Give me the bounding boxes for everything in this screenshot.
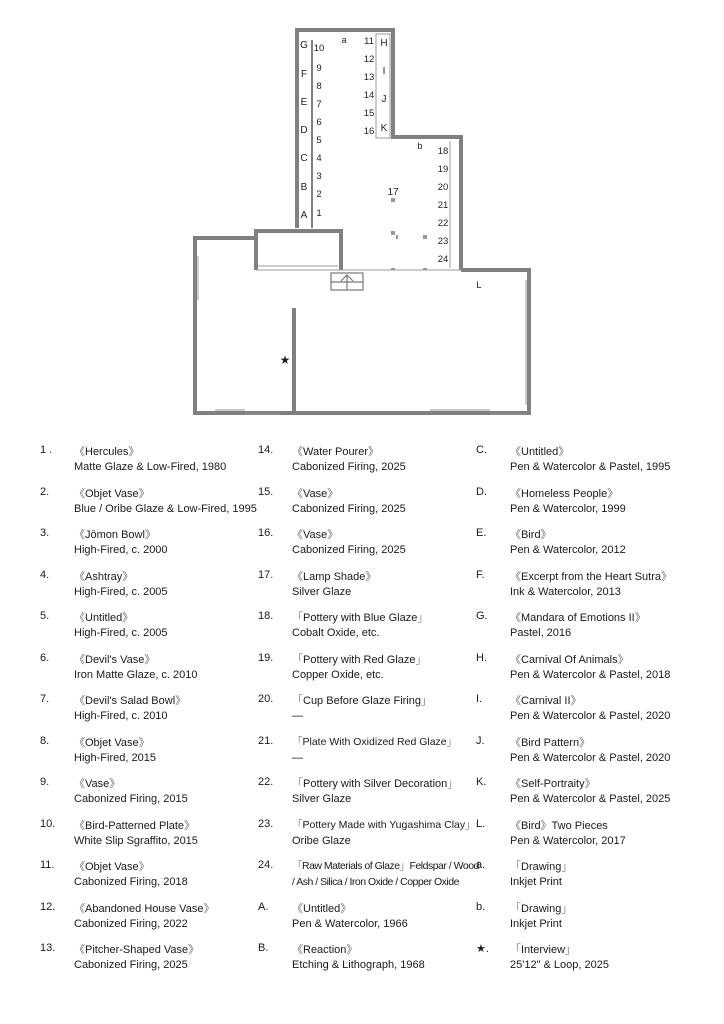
legend-entry-title: 《Objet Vase》 xyxy=(74,861,150,873)
legend-entry-title: 《Bird》 xyxy=(510,529,552,541)
legend-entry xyxy=(258,938,493,978)
legend-entry-title: 《Objet Vase》 xyxy=(74,487,150,500)
legend-entry xyxy=(40,814,275,854)
legend-entry xyxy=(476,772,711,812)
legend-entry-description: Pen & Watercolor & Pastel, 2020 xyxy=(510,751,671,764)
legend-entry-title: 《Ashtray》 xyxy=(74,570,134,583)
label-drawing-a: a xyxy=(341,35,347,45)
wall-number-right: 22 xyxy=(437,218,449,229)
legend-entry-description: High-Fired, c. 2005 xyxy=(74,627,168,639)
case-number-left: 6 xyxy=(316,117,322,128)
legend-entry-number: 11. xyxy=(40,859,55,871)
legend-entry-number: F. xyxy=(476,568,485,581)
legend-entry xyxy=(476,938,711,978)
legend-entry xyxy=(476,814,711,854)
legend-entry-description: White Slip Sgraffito, 2015 xyxy=(74,834,198,847)
legend-entry-number: 19. xyxy=(258,651,274,664)
legend-entry-description: / Ash / Silica / Iron Oxide / Copper Oxide xyxy=(292,876,459,888)
legend-entry-number: 14. xyxy=(258,444,274,456)
legend-entry-description: High-Fired, c. 2000 xyxy=(74,544,168,556)
legend-entry xyxy=(40,482,275,522)
legend-entry xyxy=(258,523,493,563)
wall-label-left: F xyxy=(300,69,308,80)
interview-star-icon: ★ xyxy=(279,353,291,367)
legend-entry-number: I. xyxy=(476,693,483,705)
legend-entry-title: 「Interview」 xyxy=(510,944,577,956)
legend-entry-number: 24. xyxy=(258,859,274,871)
legend-entry-number: E. xyxy=(476,527,487,539)
legend-entry-number: B. xyxy=(258,942,269,954)
legend-entry-title: 《Bird-Patterned Plate》 xyxy=(74,819,196,832)
legend-entry-title: 《Homeless People》 xyxy=(510,487,619,500)
legend-entry-description: Pen & Watercolor, 1999 xyxy=(510,502,626,515)
legend-entry xyxy=(258,648,493,688)
legend-entry xyxy=(476,855,711,895)
legend-entry-description: Cabonized Firing, 2025 xyxy=(292,502,406,515)
legend-entry-title: 「Pottery with Red Glaze」 xyxy=(292,653,427,666)
legend-entry xyxy=(40,648,275,688)
legend-entry xyxy=(258,814,493,854)
legend-entry xyxy=(40,731,275,771)
legend-entry xyxy=(40,897,275,937)
legend-entry-description: Cobalt Oxide, etc. xyxy=(292,627,380,639)
legend-entry-description: Cabonized Firing, 2022 xyxy=(74,917,188,930)
legend-entry xyxy=(258,565,493,605)
legend-entry-title: 「Pottery Made with Yugashima Clay」 xyxy=(292,818,476,831)
legend-entry-description: Pen & Watercolor, 2017 xyxy=(510,834,626,847)
legend-entry-title: 《Abandoned House Vase》 xyxy=(74,902,215,915)
legend-entry xyxy=(40,772,275,812)
legend-entry-number: 13. xyxy=(40,942,56,954)
legend-entry-description: High-Fired, 2015 xyxy=(74,751,156,764)
legend-entry-number: ★. xyxy=(476,943,489,955)
legend-entry-title: 「Pottery with Silver Decoration」 xyxy=(292,778,459,790)
legend-entry-title: 《Carnival Of Animals》 xyxy=(510,653,629,666)
legend-entry xyxy=(476,689,711,729)
legend-entry-title: 《Bird Pattern》 xyxy=(510,736,591,749)
case-number-right: 12 xyxy=(363,54,375,65)
legend-entry xyxy=(476,648,711,688)
legend-entry-description: High-Fired, c. 2010 xyxy=(74,710,168,722)
legend-entry-number: 2. xyxy=(40,485,50,498)
pedestals xyxy=(391,198,427,270)
legend-entry-number: 17. xyxy=(258,568,274,581)
legend-entry-number: L. xyxy=(476,817,486,830)
legend-entry xyxy=(40,606,275,646)
label-lamp-shade: 17 xyxy=(387,187,399,198)
legend-entry xyxy=(476,440,711,480)
legend-entry-number: 21. xyxy=(258,734,274,747)
legend-entry-description: Silver Glaze xyxy=(292,585,352,598)
thin-lines xyxy=(198,34,526,414)
legend-entry xyxy=(476,897,711,937)
wall-number-right: 23 xyxy=(437,236,449,247)
legend xyxy=(0,440,724,1000)
legend-entry-number: 10. xyxy=(40,817,56,830)
wall-label-right: K xyxy=(380,123,388,134)
wall-number-right: 20 xyxy=(437,182,449,193)
legend-entry-title: 《Vase》 xyxy=(292,487,339,500)
wall-label-right: I xyxy=(382,66,386,77)
legend-entry-description: Inkjet Print xyxy=(510,917,562,930)
legend-entry-title: 《Untitled》 xyxy=(510,446,570,458)
legend-entry-number: 20. xyxy=(258,693,274,705)
case-number-left: 10 xyxy=(313,43,325,54)
case-number-right: 13 xyxy=(363,72,375,83)
wall-label-left: G xyxy=(300,40,308,51)
legend-entry-number: G. xyxy=(476,610,488,622)
case-number-left: 8 xyxy=(316,81,322,92)
case-number-left: 2 xyxy=(316,189,322,200)
case-number-right: 14 xyxy=(363,90,375,101)
legend-entry xyxy=(258,482,493,522)
legend-entry-number: 1 . xyxy=(40,444,53,456)
legend-entry xyxy=(258,731,493,771)
legend-entry-title: 《Hercules》 xyxy=(74,446,140,458)
legend-entry xyxy=(476,606,711,646)
legend-entry-description: Pen & Watercolor & Pastel, 1995 xyxy=(510,461,671,473)
case-number-left: 1 xyxy=(316,208,322,219)
case-number-left: 9 xyxy=(316,63,322,74)
legend-entry-description: Inkjet Print xyxy=(510,876,562,888)
legend-entry-description: Etching & Lithograph, 1968 xyxy=(292,959,425,971)
wall-label-left: A xyxy=(300,210,308,221)
legend-entry-number: 5. xyxy=(40,610,50,622)
label-bird-two-pieces: L xyxy=(476,280,482,291)
legend-entry-title: 《Bird》Two Pieces xyxy=(510,819,608,832)
legend-entry xyxy=(40,855,275,895)
legend-entry-description: Oribe Glaze xyxy=(292,834,351,847)
legend-entry-title: 「Drawing」 xyxy=(510,902,573,915)
legend-entry-description: — xyxy=(292,710,303,722)
legend-entry xyxy=(40,440,275,480)
case-number-right: 11 xyxy=(364,36,374,47)
legend-entry-number: 7. xyxy=(40,693,50,705)
wall-label-left: E xyxy=(300,97,308,108)
legend-entry-description: Pastel, 2016 xyxy=(510,627,572,639)
legend-entry xyxy=(476,731,711,771)
legend-entry-title: 《Untitled》 xyxy=(74,612,134,624)
legend-entry xyxy=(40,938,275,978)
legend-entry xyxy=(258,855,493,895)
legend-entry-description: Pen & Watercolor, 2012 xyxy=(510,544,626,556)
legend-entry-title: 《Reaction》 xyxy=(292,944,358,956)
case-number-right: 16 xyxy=(363,126,375,137)
legend-entry-description: Matte Glaze & Low-Fired, 1980 xyxy=(74,461,227,473)
legend-entry-number: 4. xyxy=(40,568,50,581)
wall-label-left: B xyxy=(300,182,308,193)
legend-entry-number: 3. xyxy=(40,527,50,539)
case-number-left: 3 xyxy=(316,171,322,182)
legend-entry-title: 《Jōmon Bowl》 xyxy=(74,529,156,541)
legend-entry-number: K. xyxy=(476,776,487,788)
legend-entry-description: Cabonized Firing, 2025 xyxy=(292,544,406,556)
legend-entry-title: 《Vase》 xyxy=(292,529,339,541)
legend-entry-description: Pen & Watercolor & Pastel, 2020 xyxy=(510,710,671,722)
wall-number-right: 18 xyxy=(437,146,449,157)
legend-entry xyxy=(258,689,493,729)
label-drawing-b: b xyxy=(417,141,423,151)
legend-entry-number: 23. xyxy=(258,817,274,830)
legend-entry xyxy=(258,772,493,812)
plan-labels xyxy=(280,35,482,367)
legend-entry-number: 15. xyxy=(258,485,274,498)
legend-entry-number: J. xyxy=(476,734,485,747)
legend-entry-description: Blue / Oribe Glaze & Low-Fired, 1995 xyxy=(74,502,257,515)
legend-entry-description: High-Fired, c. 2005 xyxy=(74,585,168,598)
legend-entry xyxy=(258,606,493,646)
stairs xyxy=(331,273,363,290)
legend-entry-number: 22. xyxy=(258,776,274,788)
wall-number-right: 24 xyxy=(437,254,449,265)
wall-label-right: H xyxy=(380,38,388,49)
lower-room-wall xyxy=(195,238,529,413)
legend-entry-description: Silver Glaze xyxy=(292,793,352,805)
case-number-right: 15 xyxy=(363,108,375,119)
legend-entry-title: 《Carnival II》 xyxy=(510,695,582,707)
legend-entry xyxy=(258,440,493,480)
legend-entry xyxy=(476,523,711,563)
legend-entry-title: 「Cup Before Glaze Firing」 xyxy=(292,695,432,707)
legend-entry-title: 「Drawing」 xyxy=(510,861,573,873)
legend-entry-title: 《Untitled》 xyxy=(292,902,352,915)
legend-entry-title: 《Pitcher-Shaped Vase》 xyxy=(74,944,200,956)
legend-entry xyxy=(40,689,275,729)
wall-label-left: D xyxy=(300,125,308,136)
legend-entry-description: Cabonized Firing, 2025 xyxy=(74,959,188,971)
legend-entry-title: 《Devil's Salad Bowl》 xyxy=(74,695,187,707)
legend-entry-title: 《Excerpt from the Heart Sutra》 xyxy=(510,570,672,583)
legend-entry-title: 《Objet Vase》 xyxy=(74,736,150,749)
legend-entry-title: 《Devil's Vase》 xyxy=(74,653,156,666)
wall-label-left: C xyxy=(300,153,308,164)
legend-entry-description: Pen & Watercolor, 1966 xyxy=(292,917,408,930)
legend-entry-number: D. xyxy=(476,485,487,498)
legend-entry-title: 《Vase》 xyxy=(74,778,121,790)
legend-entry-title: 《Self-Portraity》 xyxy=(510,778,596,790)
legend-entry-number: 18. xyxy=(258,610,274,622)
legend-entry-number: C. xyxy=(476,444,487,456)
legend-entry-number: A. xyxy=(258,900,269,913)
legend-entry-number: 12. xyxy=(40,900,56,913)
legend-entry-number: 6. xyxy=(40,651,50,664)
wall-number-right: 19 xyxy=(437,164,449,175)
legend-entry-description: Iron Matte Glaze, c. 2010 xyxy=(74,668,198,681)
case-number-left: 4 xyxy=(316,153,322,164)
legend-entry-number: 16. xyxy=(258,527,274,539)
legend-entry-description: Copper Oxide, etc. xyxy=(292,668,384,681)
legend-entry xyxy=(258,897,493,937)
legend-entry-number: 8. xyxy=(40,734,50,747)
legend-entry-description: Pen & Watercolor & Pastel, 2025 xyxy=(510,793,671,805)
legend-entry-number: b. xyxy=(476,900,486,913)
legend-entry-title: 「Raw Materials of Glaze」Feldspar / Wood xyxy=(292,860,479,872)
legend-entry-description: 25'12" & Loop, 2025 xyxy=(510,959,609,971)
legend-entry-description: Ink & Watercolor, 2013 xyxy=(510,585,621,598)
legend-entry-number: H. xyxy=(476,651,487,664)
legend-entry xyxy=(476,482,711,522)
legend-entry-description: — xyxy=(292,751,303,764)
legend-entry-title: 《Water Pourer》 xyxy=(292,446,380,458)
legend-entry-title: 《Mandara of Emotions II》 xyxy=(510,612,646,624)
vestibule-wall xyxy=(256,231,341,270)
walls xyxy=(195,30,529,413)
case-number-left: 5 xyxy=(316,135,322,146)
case-number-left: 7 xyxy=(316,99,322,110)
floor-plan xyxy=(0,0,724,430)
legend-entry-description: Cabonized Firing, 2015 xyxy=(74,793,188,805)
wall-number-right: 21 xyxy=(437,200,449,211)
legend-entry-number: 9. xyxy=(40,776,50,788)
legend-entry-description: Pen & Watercolor & Pastel, 2018 xyxy=(510,668,671,681)
wall-label-right: J xyxy=(381,94,387,105)
legend-entry-title: 《Lamp Shade》 xyxy=(292,570,377,583)
legend-entry-description: Cabonized Firing, 2025 xyxy=(292,461,406,473)
legend-entry-title: 「Pottery with Blue Glaze」 xyxy=(292,612,429,624)
legend-entry-description: Cabonized Firing, 2018 xyxy=(74,876,188,888)
legend-entry-title: 「Plate With Oxidized Red Glaze」 xyxy=(292,735,458,748)
legend-entry-number: a. xyxy=(476,859,486,871)
legend-entry xyxy=(40,523,275,563)
legend-entry xyxy=(476,565,711,605)
legend-entry xyxy=(40,565,275,605)
